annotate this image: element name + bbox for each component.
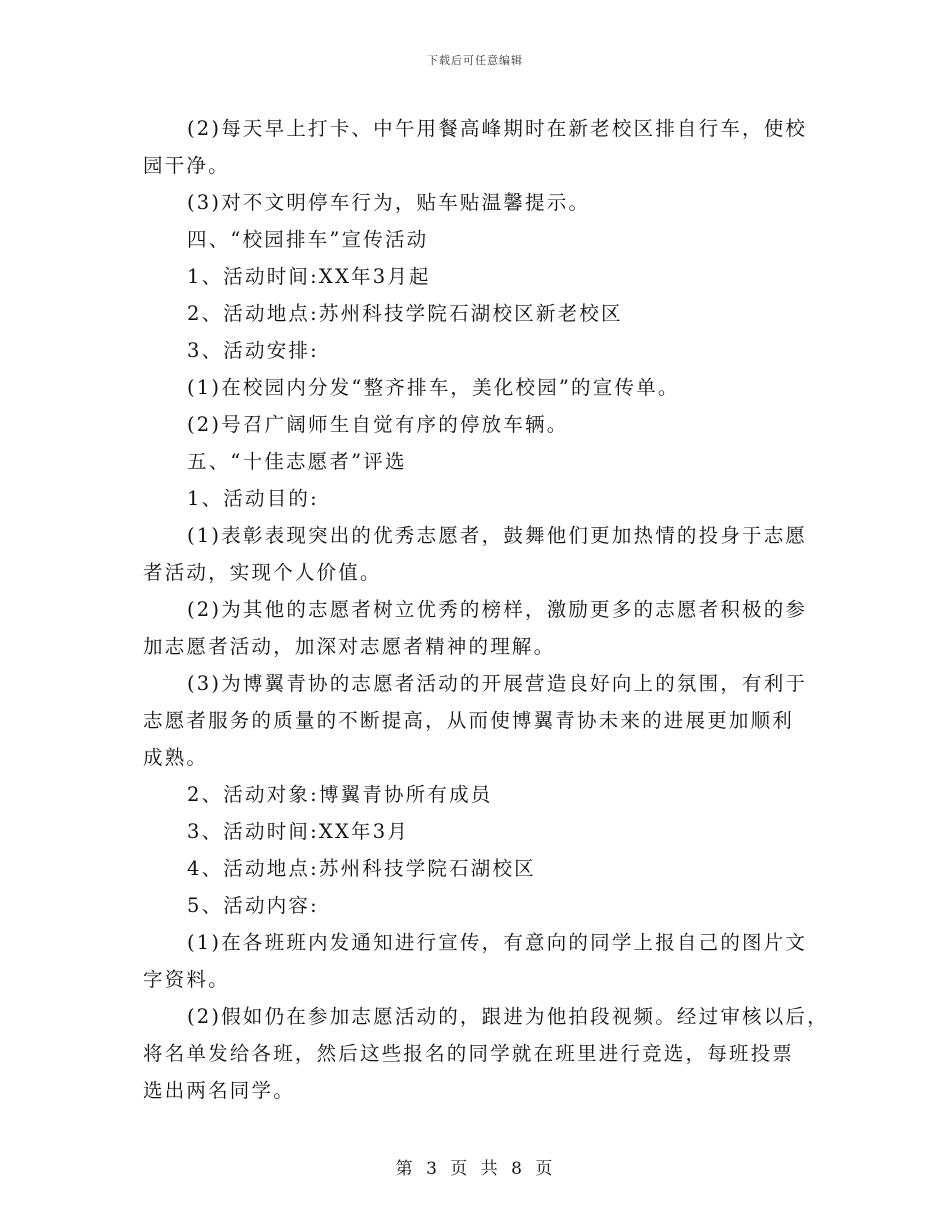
paragraph-line: 园干净。 <box>143 154 230 177</box>
paragraph-line: 1、活动时间:XX年3月起 <box>187 265 431 288</box>
paragraph-line: 3、活动安排: <box>187 339 319 362</box>
paragraph-line: (1)表彰表现突出的优秀志愿者，鼓舞他们更加热情的投身于志愿 <box>187 524 808 547</box>
paragraph-line: 3、活动时间:XX年3月 <box>187 820 410 843</box>
paragraph-line: 5、活动内容: <box>187 894 319 917</box>
paragraph-line: 2、活动地点:苏州科技学院石湖校区新老校区 <box>187 302 623 325</box>
paragraph-line: 2、活动对象:博翼青协所有成员 <box>187 783 493 806</box>
paragraph-line: 1、活动目的: <box>187 487 319 510</box>
page-header: 下载后可任意编辑 <box>427 54 523 67</box>
paragraph-line: 志愿者服务的质量的不断提高，从而使博翼青协未来的进展更加顺利 <box>143 709 795 732</box>
paragraph-line: 将名单发给各班，然后这些报名的同学就在班里进行竞选，每班投票 <box>143 1042 795 1065</box>
paragraph-line: 者活动，实现个人价值。 <box>143 561 382 584</box>
paragraph-line: (2)号召广阔师生自觉有序的停放车辆。 <box>187 413 569 436</box>
paragraph-line: 字资料。 <box>143 968 230 991</box>
paragraph-line: (2)每天早上打卡、中午用餐高峰期时在新老校区排自行车，使校 <box>187 117 808 140</box>
paragraph-line: 四、“校园排车”宣传活动 <box>187 228 429 251</box>
paragraph-line: (2)为其他的志愿者树立优秀的榜样，激励更多的志愿者积极的参 <box>187 598 808 621</box>
paragraph-line: (1)在校园内分发“整齐排车，美化校园”的宣传单。 <box>187 376 680 399</box>
document-body <box>143 110 829 1109</box>
paragraph-line: (1)在各班班内发通知进行宣传，有意向的同学上报自己的图片文 <box>187 931 808 954</box>
paragraph-line: (3)为博翼青协的志愿者活动的开展营造良好向上的氛围，有利于 <box>187 672 808 695</box>
paragraph-line: 成熟。 <box>143 746 209 769</box>
page-number: 第 3 页 共 8 页 <box>395 1159 555 1179</box>
paragraph-line: 加志愿者活动，加深对志愿者精神的理解。 <box>143 635 556 658</box>
paragraph-line: 五、“十佳志愿者”评选 <box>187 450 407 473</box>
paragraph-line: (3)对不文明停车行为，贴车贴温馨提示。 <box>187 191 591 214</box>
paragraph-line: 4、活动地点:苏州科技学院石湖校区 <box>187 857 536 880</box>
paragraph-line: 选出两名同学。 <box>143 1079 295 1102</box>
paragraph-line: (2)假如仍在参加志愿活动的，跟进为他拍段视频。经过审核以后， <box>187 1005 829 1028</box>
